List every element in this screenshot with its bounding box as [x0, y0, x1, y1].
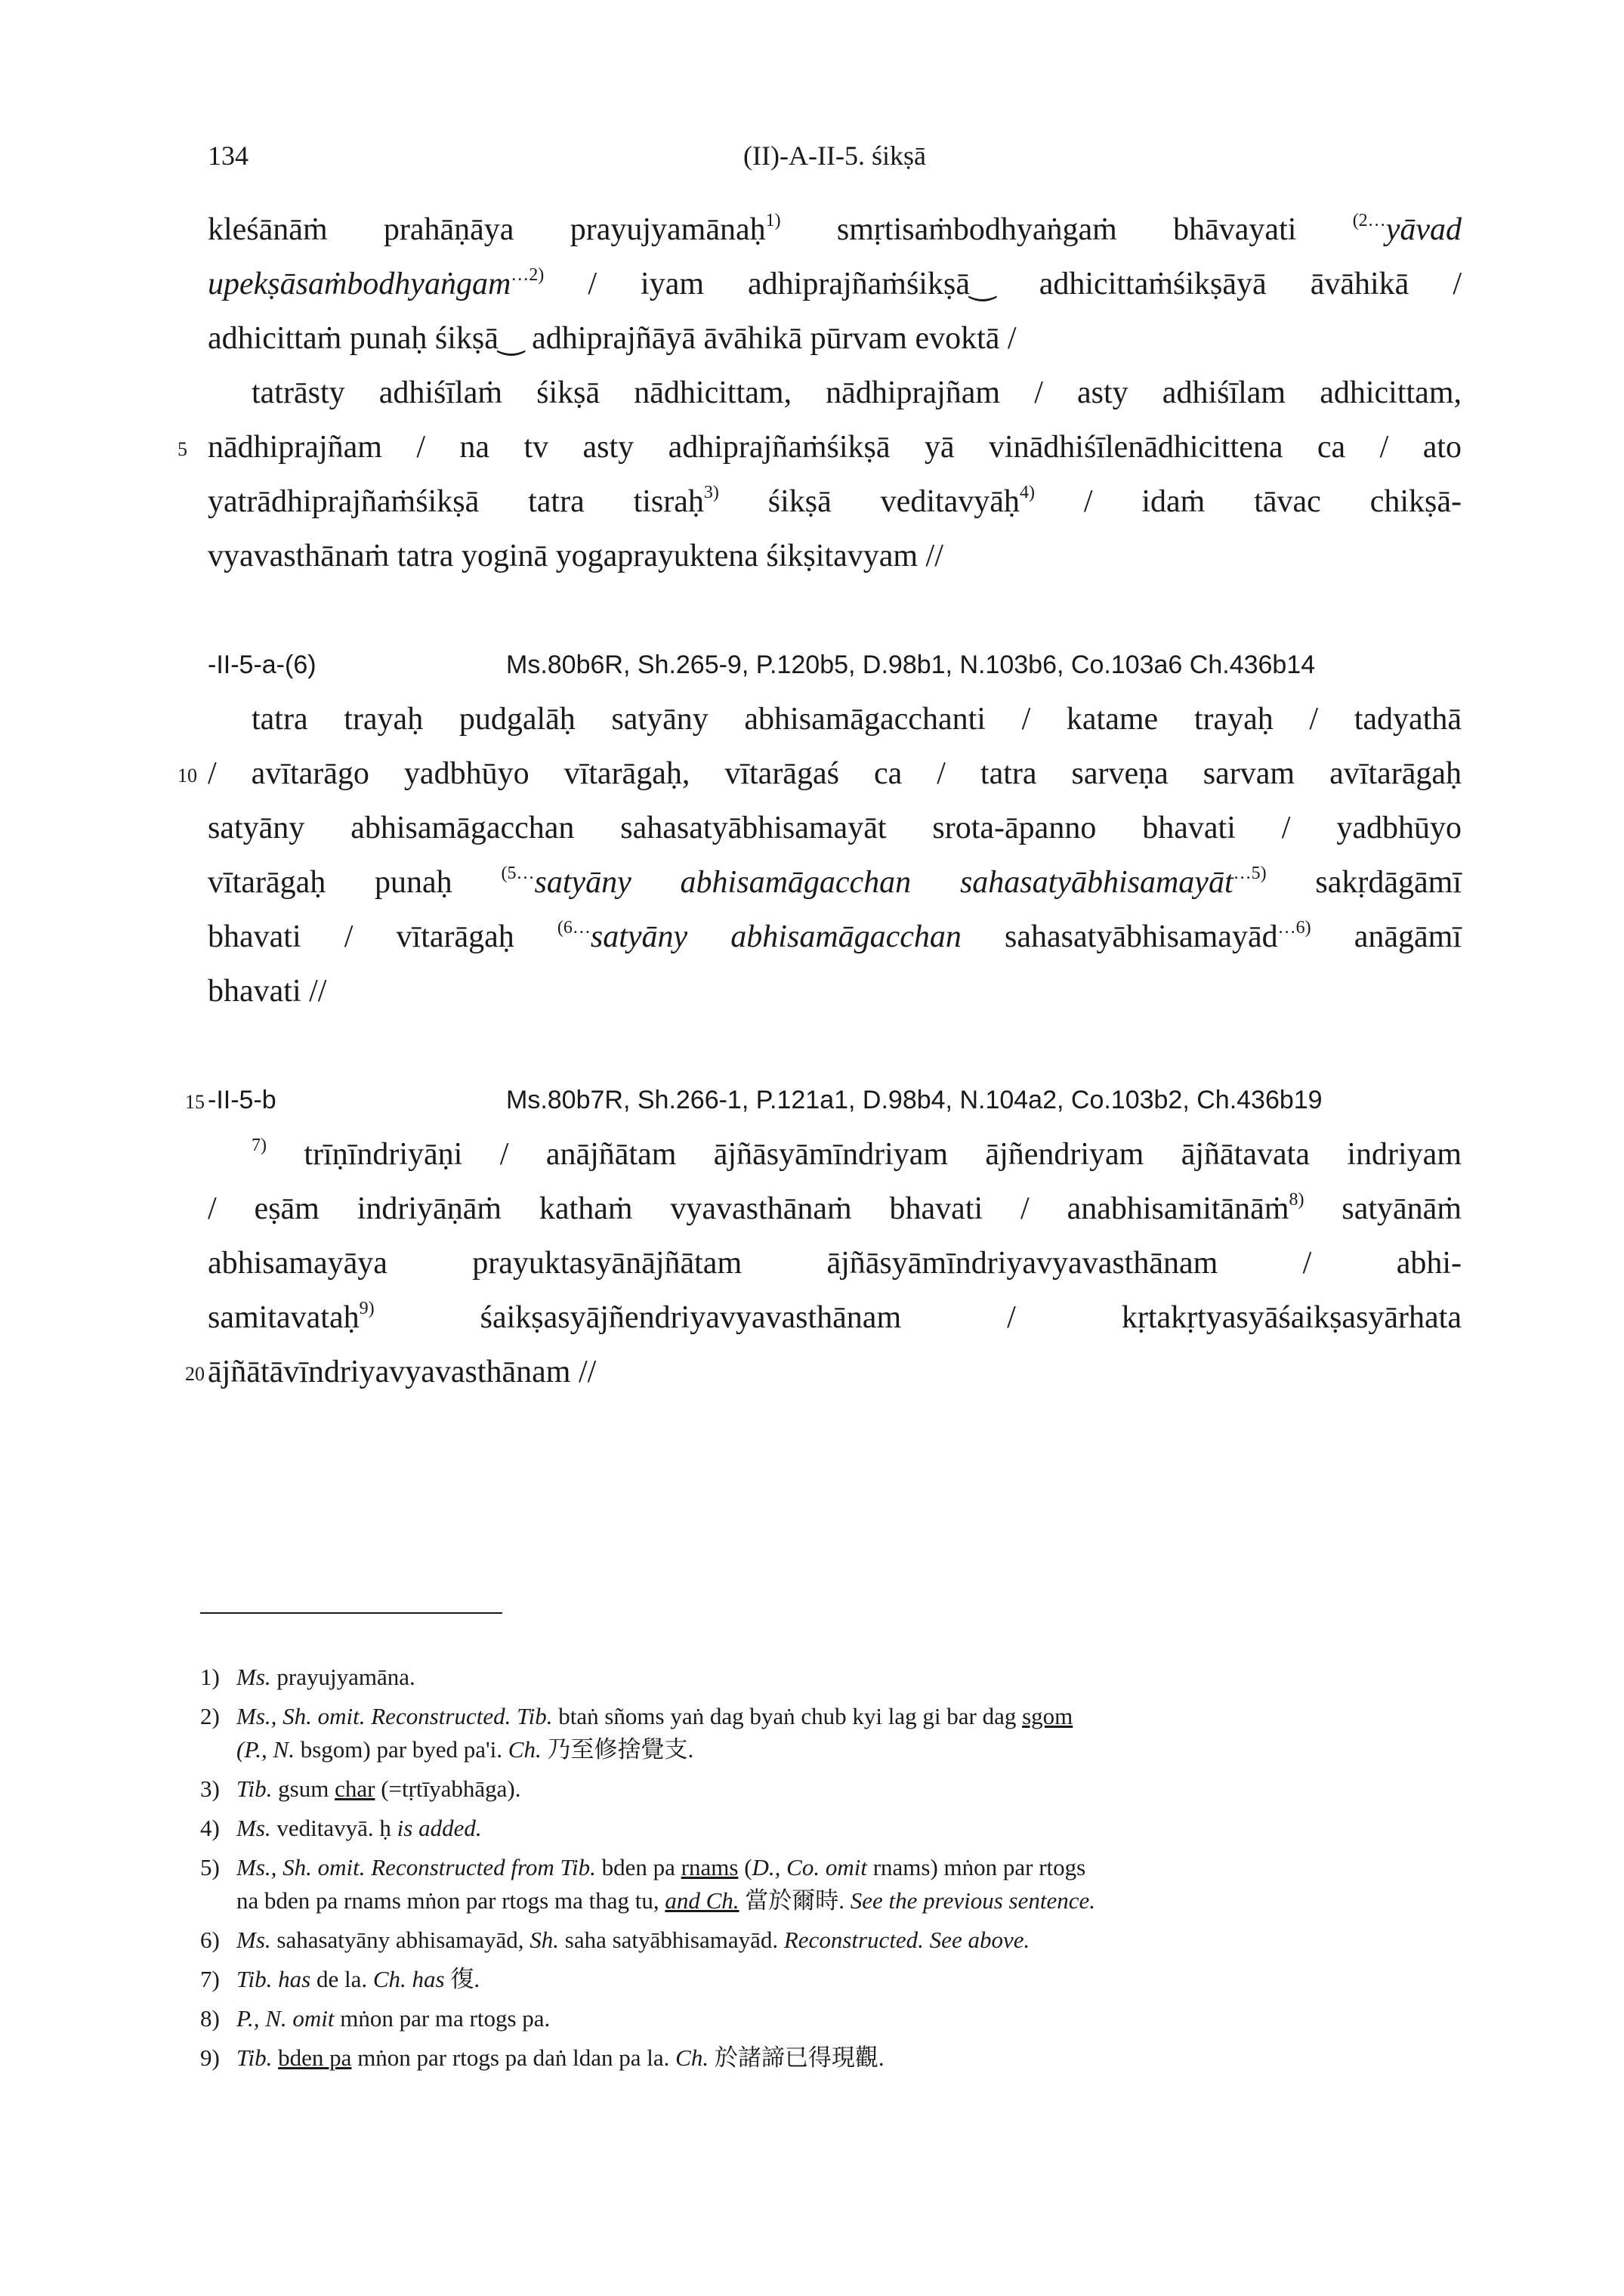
footnote-ref: 4): [1019, 483, 1035, 502]
text-line: kleśānāṁ prahāṇāya prayujyamānaḥ$^{1)}$ smṛtisaṁbodhyaṅgaṁ bhāvayati $^{(2\dots}$yāvad: [208, 211, 1462, 247]
footnote-ref: (2…: [1352, 211, 1386, 230]
text-line: bhavati //: [208, 974, 327, 1009]
footnote: 6) Ms. sahasatyāny abhisamayād, Sh. saha satyābhisamayād. Reconstructed. See above.: [200, 1924, 1469, 1957]
footnote: 2) Ms., Sh. omit. Reconstructed. Tib. btaṅ sñoms yaṅ dag byaṅ chub kyi lag gi bar dag sgom (P., N. bsgom) par byed pa'i. Ch. 乃至修捨覺支.: [200, 1700, 1469, 1766]
footnote: 5) Ms., Sh. omit. Reconstructed from Tib. bden pa rnams (D., Co. omit rnams) mṅon par rtogs na bden pa rnams mṅon par rtogs ma thag tu, and Ch. 當於爾時. See the previous sentence.: [200, 1851, 1469, 1917]
footnote-ref: 1): [765, 211, 781, 230]
footnotes: [200, 1661, 1469, 2081]
footnote-ref: …6): [1277, 918, 1311, 938]
page-header: [208, 140, 1462, 185]
text-line: tatra trayaḥ pudgalāḥ satyāny abhisamāgacchanti / katame trayaḥ / tadyathā: [252, 702, 1462, 737]
section-heading: [185, 1073, 1462, 1127]
line-number: 15: [185, 1091, 205, 1113]
text-line: yatrādhiprajñaṁśikṣā tatra tisraḥ$^{3)}$ śikṣā veditavyāḥ$^{4)}$ / idaṁ tāvac chikṣā-: [208, 483, 1462, 519]
text-line: 10 / avītarāgo yadbhūyo vītarāgaḥ, vītarāgaś ca / tatra sarveṇa sarvam avītarāgaḥ: [208, 746, 1462, 801]
text-line: abhisamayāya prayuktasyānājñātam ājñāsyāmīndriyavyavasthānam / abhi-: [208, 1246, 1462, 1281]
manuscript-refs: Ms.80b7R, Sh.266-1, P.121a1, D.98b4, N.104a2, Co.103b2, Ch.436b19: [506, 1086, 1323, 1114]
text-line: $^{7)}$ trīṇīndriyāṇi / anājñātam ājñāsyāmīndriyam ājñendriyam ājñātavata indriyam: [252, 1136, 1462, 1172]
line-number: 20: [185, 1363, 205, 1385]
line-number: 10: [178, 765, 197, 786]
footnote-ref: …5): [1233, 864, 1267, 883]
text-line: 20 ājñātāvīndriyavyavasthānam //: [208, 1345, 1462, 1399]
footnote-number: 5): [200, 1854, 220, 1880]
text-line: vītarāgaḥ punaḥ $^{(5\dots}$satyāny abhisamāgacchan sahasatyābhisamayāt$^{\dots 5)}$ sakṛdāgāmī: [208, 864, 1462, 900]
text-line: adhicittaṁ punaḥ śikṣā‿ adhiprajñāyā āvāhikā pūrvam evoktā /: [208, 321, 1017, 356]
footnote-number: 2): [200, 1703, 220, 1729]
footnote-number: 1): [200, 1664, 220, 1690]
footnote-number: 3): [200, 1775, 220, 1802]
footnote-number: 6): [200, 1927, 220, 1953]
footnote-number: 4): [200, 1815, 220, 1841]
footnote-ref: 3): [703, 483, 719, 502]
footnote-ref: (5…: [501, 864, 535, 883]
text-line: / eṣām indriyāṇāṁ kathaṁ vyavasthānaṁ bhavati / anabhisamitānāṁ$^{8)}$ satyānāṁ: [208, 1190, 1462, 1226]
footnote: 1) Ms. prayujyamāna.: [200, 1661, 1469, 1694]
text-line: upekṣāsaṁbodhyaṅgam$^{\dots 2)}$ / iyam adhiprajñaṁśikṣā‿ adhicittaṁśikṣāyā āvāhikā /: [208, 265, 1462, 301]
text-line: 5 nādhiprajñam / na tv asty adhiprajñaṁśikṣā yā vinādhiśīlenādhicittena ca / ato: [208, 420, 1462, 474]
footnote-ref: 8): [1289, 1190, 1304, 1210]
footnote-rule: [200, 1612, 502, 1614]
text-line: samitavataḥ$^{9)}$ śaikṣasyājñendriyavyavasthānam / kṛtakṛtyasyāśaikṣasyārhata: [208, 1299, 1462, 1335]
footnote-ref: (6…: [557, 918, 591, 938]
footnote-ref: 7): [252, 1136, 267, 1155]
footnote-number: 9): [200, 2044, 220, 2071]
manuscript-refs: Ms.80b6R, Sh.265-9, P.120b5, D.98b1, N.103b6, Co.103a6 Ch.436b14: [506, 650, 1316, 679]
footnote: 8) P., N. omit mṅon par ma rtogs pa.: [200, 2002, 1469, 2035]
footnote: 4) Ms. veditavyā. ḥ is added.: [200, 1812, 1469, 1845]
section-heading: [208, 638, 1462, 692]
footnote: 7) Tib. has de la. Ch. has 復.: [200, 1963, 1469, 1996]
line-number: 5: [178, 438, 187, 460]
running-title: (II)-A-II-5. śikṣā: [743, 141, 926, 171]
text-line: vyavasthānaṁ tatra yoginā yogaprayuktena śikṣitavyam //: [208, 539, 943, 573]
footnote-ref: 9): [359, 1299, 375, 1318]
footnote: 3) Tib. gsum char (=tṛtīyabhāga).: [200, 1772, 1469, 1806]
section-id: -II-5-b: [208, 1086, 276, 1114]
main-text: [178, 202, 1462, 1399]
text-line: tatrāsty adhiśīlaṁ śikṣā nādhicittam, nādhiprajñam / asty adhiśīlam adhicittam,: [252, 375, 1462, 410]
footnote-number: 7): [200, 1966, 220, 1992]
section-id: -II-5-a-(6): [208, 650, 316, 679]
text-line: bhavati / vītarāgaḥ $^{(6\dots}$satyāny abhisamāgacchan sahasatyābhisamayād$^{\dots 6)}$ anāgāmī: [208, 918, 1462, 954]
footnote: 9) Tib. bden pa mṅon par rtogs pa daṅ ldan pa la. Ch. 於諸諦已得現觀.: [200, 2041, 1469, 2075]
page-number: 134: [208, 141, 249, 171]
footnote-ref: …2): [511, 265, 545, 285]
footnote-number: 8): [200, 2005, 220, 2032]
text-line: satyāny abhisamāgacchan sahasatyābhisamayāt srota-āpanno bhavati / yadbhūyo: [208, 811, 1462, 845]
